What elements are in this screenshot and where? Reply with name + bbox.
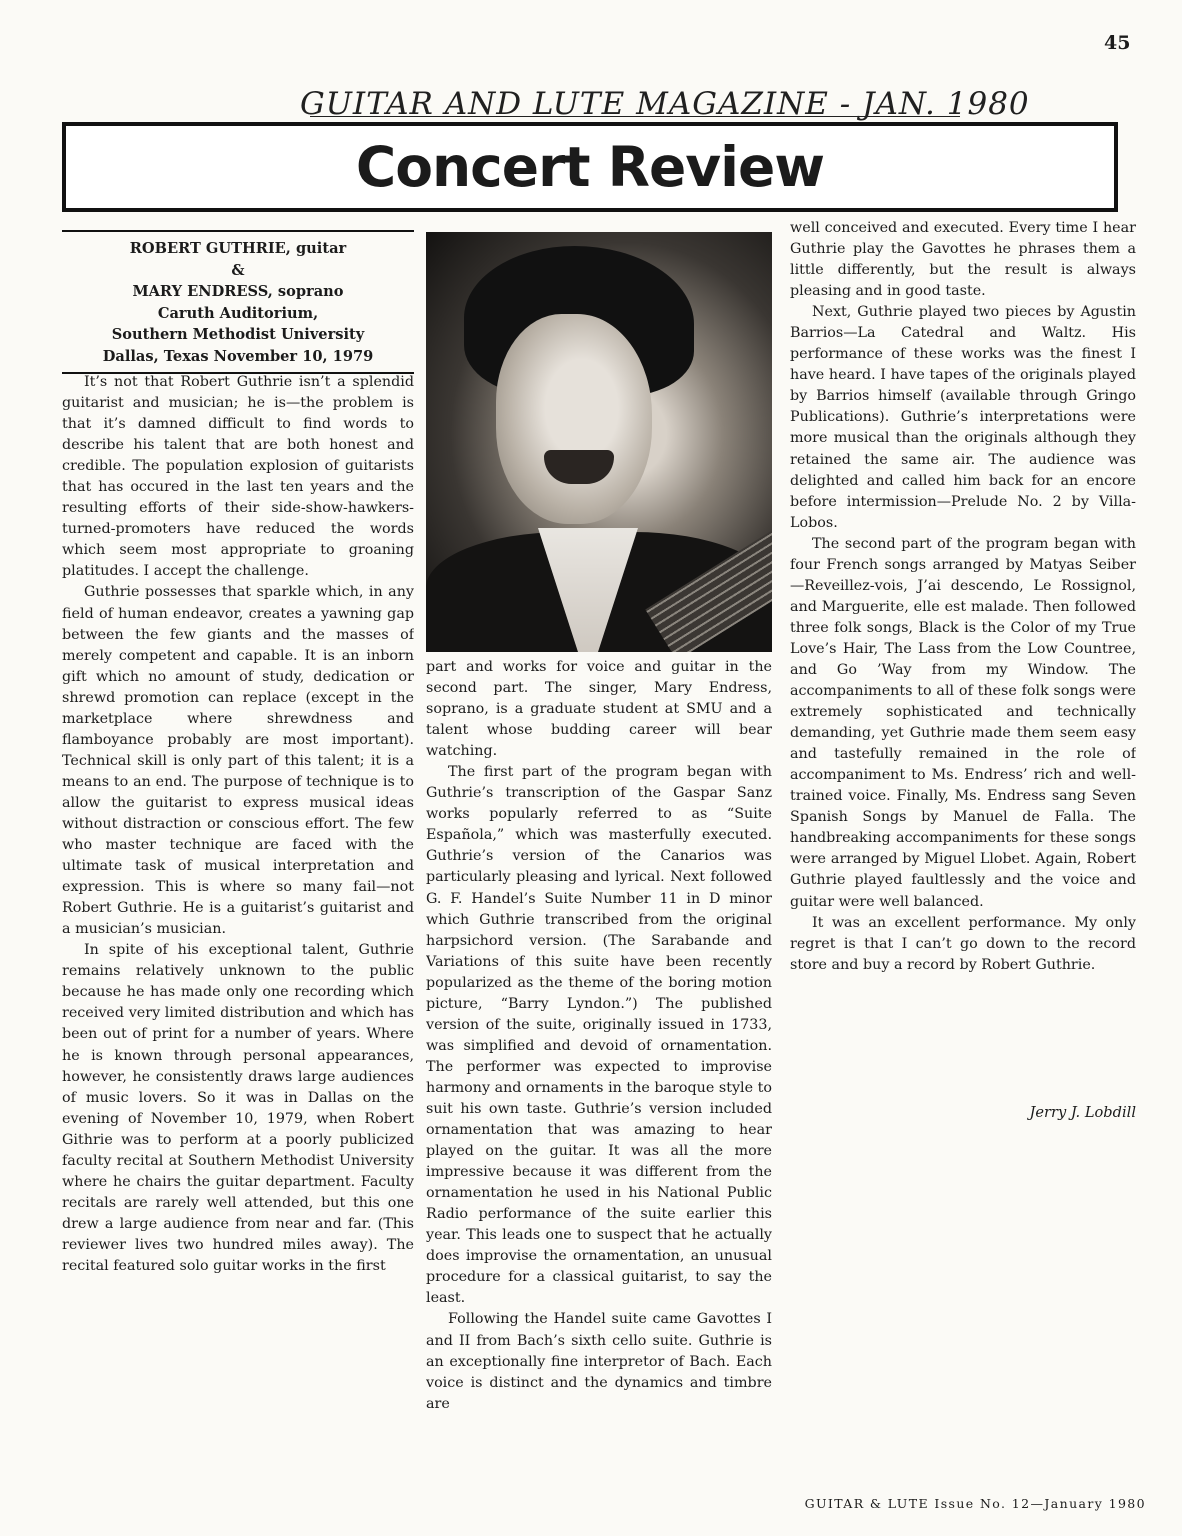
paragraph: The second part of the program began with four French songs arranged by Matyas Seiber—Reveillez-vois, J’ai descendo, Le Rossignol, and Marguerite, elle est malade. Then followed three folk songs, Black is the Color of my True Love’s Hair, The Lass from the Low Countree, and Go ’Way from my Window. The accompaniments to all of these folk songs were extremely sophisticated and technically demanding, yet Guthrie made them seem easy and tastefully remained in the role of accompaniment to Ms. Endress’ rich and well-trained voice. Finally, Ms. Endress sang Seven Spanish Songs by Manuel de Falla. The handbreaking accompaniments for these songs were arranged by Miguel Llobet. Again, Robert Guthrie played faultlessly and the voice and guitar were well balanced.	[790, 535, 1136, 910]
page-title: Concert Review	[355, 135, 825, 199]
paragraph: well conceived and executed. Every time I hear Guthrie play the Gavottes he phrases them a little differently, but the result is always pleasing and in good taste.	[790, 220, 1136, 300]
photo-face	[496, 314, 652, 524]
handwritten-note: GUITAR AND LUTE MAGAZINE - JAN. 1980	[300, 86, 1030, 122]
paragraph: In spite of his exceptional talent, Guthrie remains relatively unknown to the public because he has made only one recording which received very limited distribution and which has been out of print for a number of years. Where he is known through personal appearances, however, he consistently draws large audiences of music lovers. So it was in Dallas on the evening of November 10, 1979, when Robert Githrie was to perform at a poorly publicized faculty recital at Southern Methodist University where he chairs the guitar department. Faculty recitals are rarely well attended, but this one drew a large audience from near and far. (This reviewer lives two hundred miles away). The recital featured solo guitar works in the first	[62, 942, 414, 1274]
heading-venue: Caruth Auditorium,	[157, 304, 319, 322]
paragraph: Next, Guthrie played two pieces by Agustin Barrios—La Catedral and Waltz. His performance of these works was the finest I have heard. I have tapes of the originals played by Barrios himself (available through Gringo Publications). Guthrie’s interpretations were more musical than the originals although they retained the same air. The audience was delighted and called him back for an encore before intermission—Prelude No. 2 by Villa-Lobos.	[790, 304, 1136, 531]
author-signature: Jerry J. Lobdill	[1029, 1104, 1136, 1121]
paragraph: part and works for voice and guitar in the second part. The singer, Mary Endress, soprano, is a graduate student at SMU and a talent whose budding career will bear watching.	[426, 659, 772, 760]
page-footer: GUITAR & LUTE Issue No. 12—January 1980	[804, 1496, 1146, 1511]
paragraph: It was an excellent performance. My only regret is that I can’t go down to the record store and buy a record by Robert Guthrie.	[790, 914, 1136, 973]
paragraph: The first part of the program began with Guthrie’s transcription of the Gaspar Sanz works popularly referred to as “Suite Española,” which was masterfully executed. Guthrie’s version of the Canarios was particularly pleasing and lyrical. Next followed G. F. Handel’s Suite Number 11 in D minor which Guthrie transcribed from the original harpsichord version. (The Sarabande and Variations of this suite have been recently popularized as the theme of the boring motion picture, “Barry Lyndon.”) The published version of the suite, originally issued in 1733, was simplified and devoid of ornamentation. The performer was expected to improvise harmony and ornaments in the baroque style to suit his own taste. Guthrie’s version included ornamentation that was amazing to hear played on the guitar. It was all the more impressive because it was different from the ornamentation he used in his National Public Radio performance of the suite earlier this year. This leads one to suspect that he actually does improvise the ornamentation, an unusual procedure for a classical guitarist, to say the least.	[426, 764, 772, 1307]
page-number: 45	[1104, 32, 1131, 54]
article-column-3	[790, 218, 1136, 1098]
guthrie-photo	[426, 232, 772, 652]
heading-university: Southern Methodist University	[111, 326, 365, 343]
article-column-1	[62, 372, 414, 1465]
heading-performer-1: ROBERT GUTHRIE, guitar	[129, 240, 347, 257]
article-column-2	[426, 657, 772, 1465]
paragraph: Following the Handel suite came Gavottes I and II from Bach’s sixth cello suite. Guthrie is an exceptionally fine interpretor of Bach. Each voice is distinct and the dynamics and timbre are	[426, 1311, 772, 1412]
title-box	[62, 122, 1118, 212]
concert-heading	[62, 230, 414, 374]
heading-date: Dallas, Texas November 10, 1979	[102, 347, 374, 365]
heading-ampersand: &	[231, 261, 245, 279]
paragraph: Guthrie possesses that sparkle which, in any field of human endeavor, creates a yawning gap between the few giants and the masses of merely competent and capable. It is an inborn gift which no amount of study, dedication or shrewd promotion can replace (except in the marketplace where shrewdness and flamboyance probably are most important). Technical skill is only part of this talent; it is a means to an end. The purpose of technique is to allow the guitarist to express musical ideas without distraction or conscious effort. The few who master technique are faced with the ultimate task of musical interpretation and expression. This is where so many fail—not Robert Guthrie. He is a guitarist’s guitarist and a musician’s musician.	[62, 584, 414, 938]
heading-performer-2: MARY ENDRESS, soprano	[132, 283, 344, 300]
paragraph: It’s not that Robert Guthrie isn’t a splendid guitarist and musician; he is—the problem is that it’s damned difficult to find words to describe his talent that are both honest and credible. The population explosion of guitarists that has occured in the last ten years and the resulting efforts of their side-show-hawkers-turned-promoters have reduced the words which seem most appropriate to groaning platitudes. I accept the challenge.	[62, 374, 414, 580]
